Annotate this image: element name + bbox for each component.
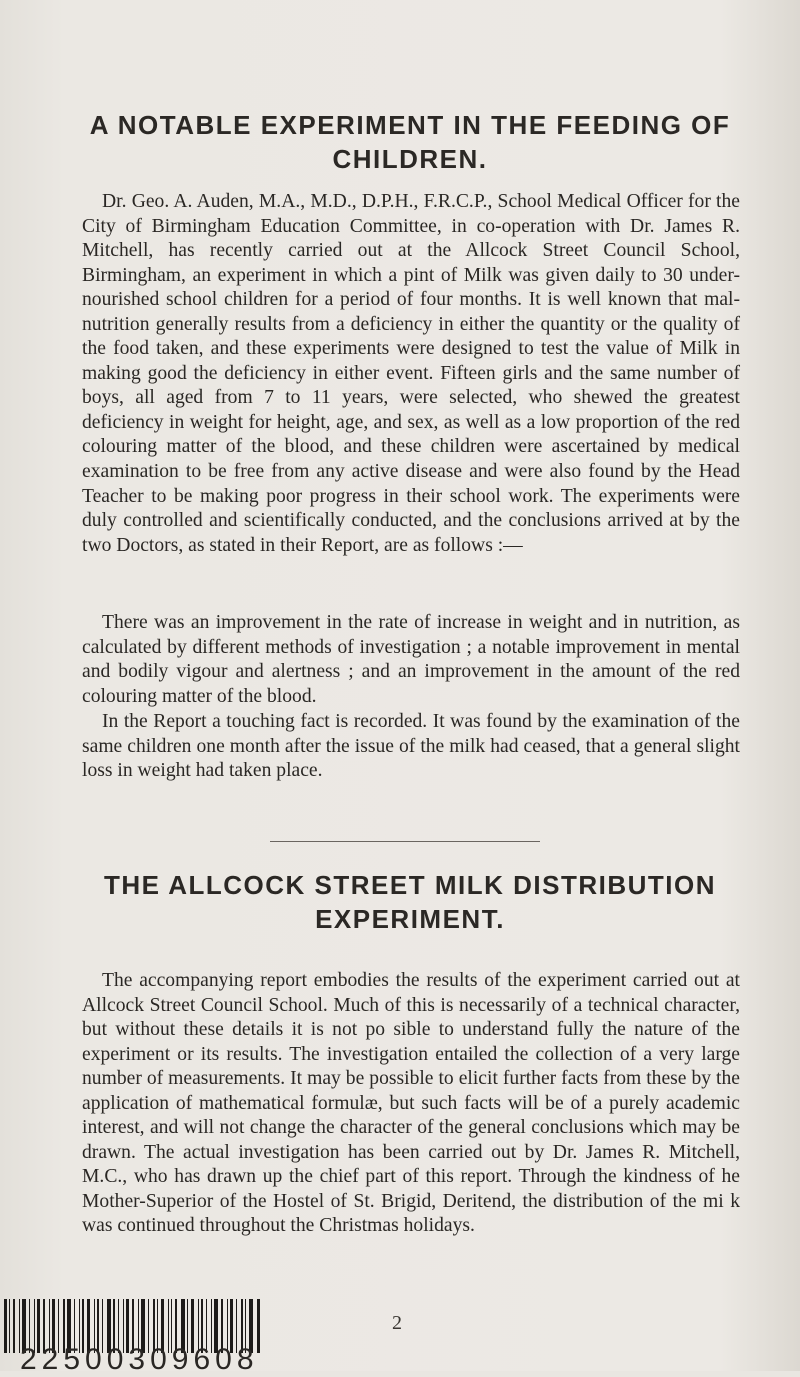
body-paragraph: In the Report a touching fact is recorded. It was found by the examination of the same children one month after the issue of the milk had ceased, that a general slight loss in weight had taken place. [82,711,740,782]
barcode-bar [4,1299,7,1353]
section-title [60,868,760,936]
title-line-2: EXPERIMENT. [315,904,505,934]
title-line-1: THE ALLCOCK STREET MILK DISTRIBUTION [103,870,716,900]
conclusion-paragraph: There was an improvement in the rate of increase in weight and in nutrition, as calculated by different methods of investigation ; a notable improvement in mental and bodily vigour and alertness ; and an improvement in the amount of the red colouring matter of the blood. [82,612,740,707]
section-divider [270,841,540,842]
body-paragraph: Dr. Geo. A. Auden, M.A., M.D., D.P.H., F.R.C.P., School Medical Officer for the City of Birmingham Education Committee, in co-operation with Dr. James R. Mitchell, has recently carried out at the Allcock Street Council School, Birmingham, an experiment in which a pint of Milk was given daily to 30 under-nourished school children for a period of four months. It is well known that mal-nutrition generally results from a deficiency in either the quantity or the quality of the food taken, and these experiments were designed to test the value of Milk in making good the deficiency in either event. Fifteen girls and the same number of boys, all aged from 7 to 11 years, were selected, who shewed the greatest deficiency in weight for height, age, and sex, as well as a low proportion of the red colouring matter of the blood, and these children were ascertained by medical examination to be free from any active disease and were also found by the Head Teacher to be making poor progress in their school work. The experiments were duly controlled and scientifically conducted, and the conclusions arrived at by the two Doctors, as stated in their Report, are as follows :— [82,191,740,556]
body-paragraph: The accompanying report embodies the results of the experiment carried out at Allcock Street Council School. Much of this is necessarily of a technical character, but without these details it is not po sible to understand fully the nature of the experiment or its results. The investigation entailed the collection of a very large number of measurements. It may be possible to elicit further facts from these by the application of mathematical formulæ, but such facts will be of a purely academic interest, and will not change the character of the general conclusions which may be drawn. The actual investigation has been carried out by Dr. James R. Mitchell, M.C., who has drawn up the chief part of this report. Through the kindness of he Mother-Superior of the Hostel of St. Brigid, Deritend, the distribution of the mi k was continued throughout the Christmas holidays. [82,970,740,1237]
barcode-bar [13,1299,15,1353]
page-number: 2 [392,1312,402,1334]
title-line-2: CHILDREN. [332,144,488,174]
article-title [60,108,760,176]
barcode-bar [9,1299,10,1353]
barcode-number: 22500309608 [20,1343,259,1376]
title-line-1: A NOTABLE EXPERIMENT IN THE FEEDING OF [89,110,731,140]
